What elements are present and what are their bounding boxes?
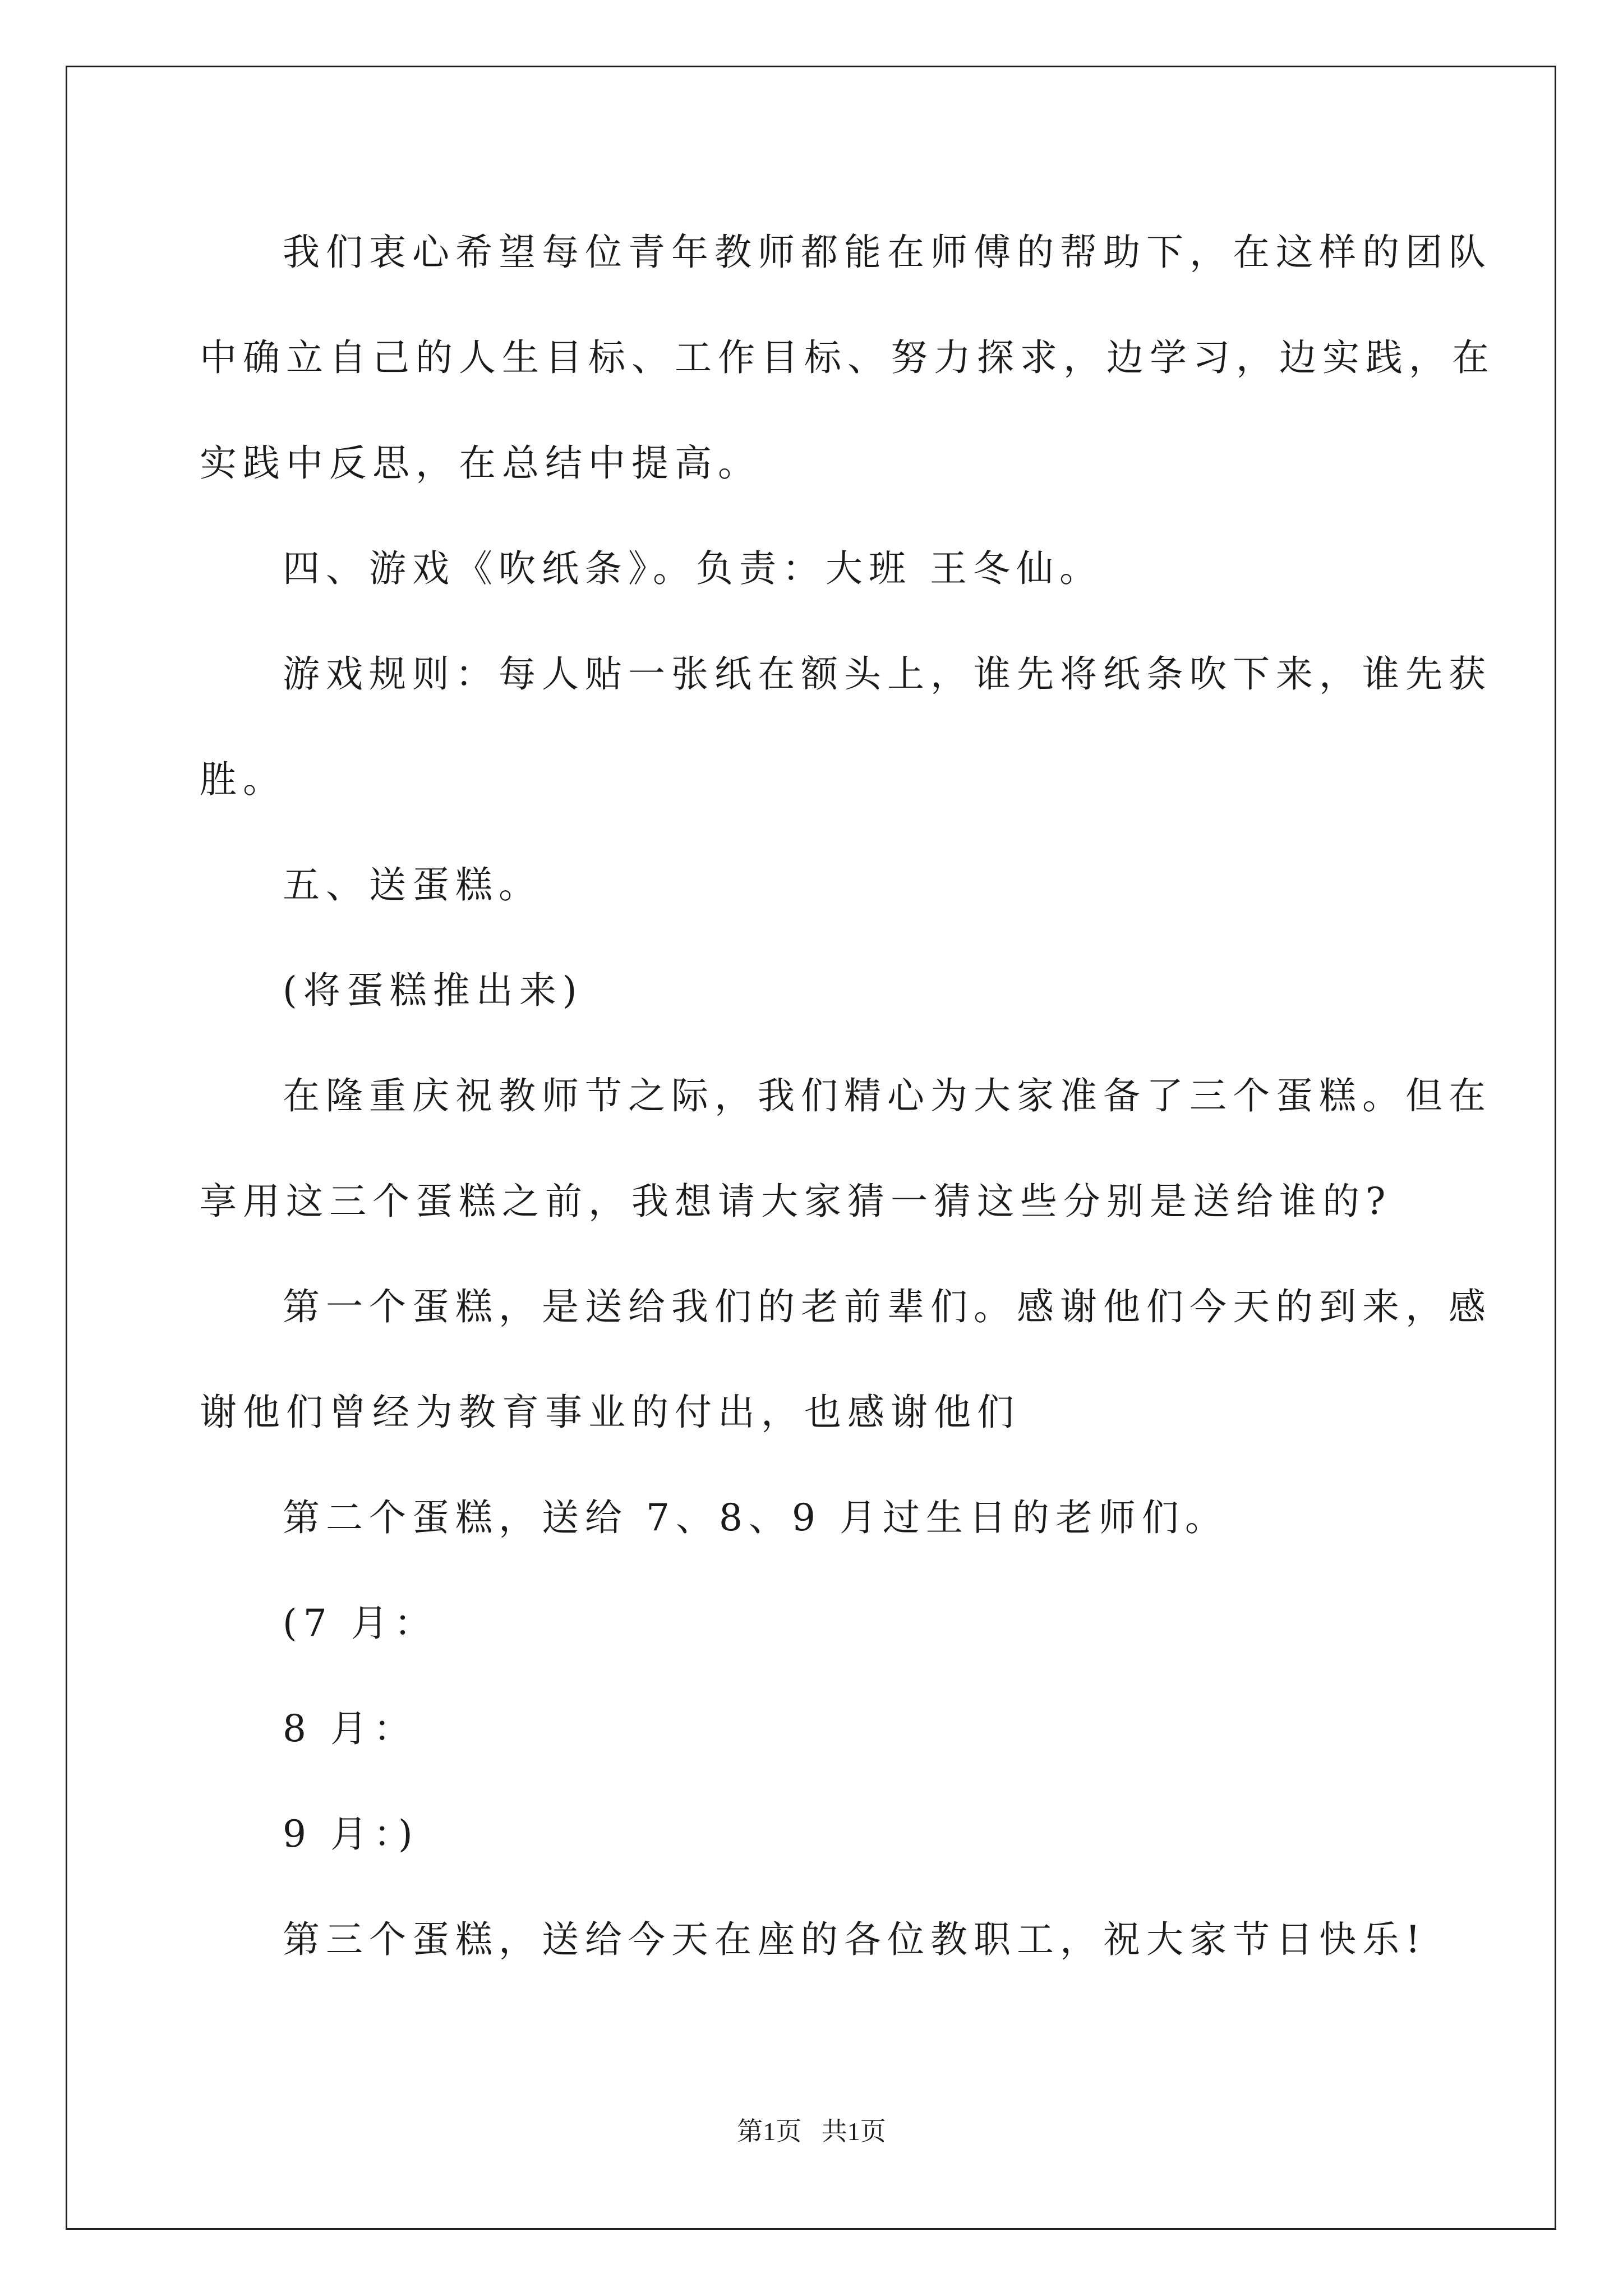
page-number: 第1页 bbox=[737, 2117, 802, 2146]
text-line: 第一个蛋糕，是送给我们的老前辈们。感谢他们今天的到来，感 bbox=[283, 1285, 1492, 1328]
text-line: 谢他们曾经为教育事业的付出，也感谢他们 bbox=[200, 1391, 1020, 1434]
text-line: 9 月：) bbox=[283, 1812, 419, 1856]
text-line: 五、送蛋糕。 bbox=[283, 863, 542, 907]
text-line: 8 月： bbox=[283, 1707, 417, 1750]
text-line: 在隆重庆祝教师节之际，我们精心为大家准备了三个蛋糕。但在 bbox=[283, 1074, 1492, 1117]
page-footer bbox=[0, 2115, 1623, 2148]
text-line: 实践中反思，在总结中提高。 bbox=[200, 441, 761, 485]
text-line: 中确立自己的人生目标、工作目标、努力探求，边学习，边实践，在 bbox=[200, 336, 1495, 379]
text-line: (将蛋糕推出来) bbox=[283, 969, 583, 1012]
text-line: 享用这三个蛋糕之前，我想请大家猜一猜这些分别是送给谁的? bbox=[200, 1180, 1392, 1223]
page-border bbox=[66, 66, 1556, 2230]
text-line: 我们衷心希望每位青年教师都能在师傅的帮助下，在这样的团队 bbox=[283, 231, 1492, 274]
text-line: 游戏规则：每人贴一张纸在额头上，谁先将纸条吹下来，谁先获 bbox=[283, 652, 1492, 696]
text-line: 第三个蛋糕，送给今天在座的各位教职工，祝大家节日快乐! bbox=[283, 1918, 1427, 1961]
text-line: 第二个蛋糕，送给 7、8、9 月过生日的老师们。 bbox=[283, 1496, 1228, 1539]
text-line: (7 月： bbox=[283, 1602, 437, 1645]
text-line: 胜。 bbox=[200, 758, 286, 801]
text-line: 四、游戏《吹纸条》。负责：大班 王冬仙。 bbox=[283, 547, 1103, 590]
page-total: 共1页 bbox=[821, 2117, 886, 2146]
